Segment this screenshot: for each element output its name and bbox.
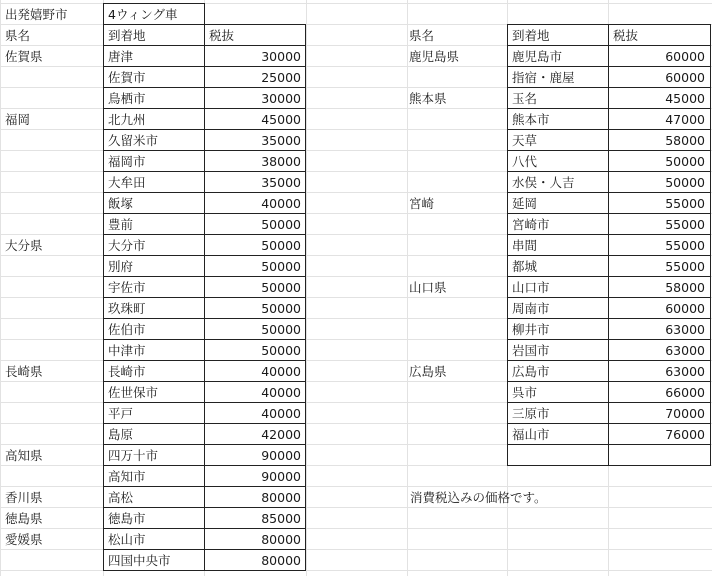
price-cell[interactable]: 60000 — [665, 70, 705, 85]
price-cell[interactable]: 55000 — [665, 196, 705, 211]
origin-cell[interactable]: 出発嬉野市 — [5, 7, 68, 22]
price-cell[interactable]: 35000 — [261, 175, 301, 190]
prefecture-cell[interactable] — [405, 298, 505, 319]
destination-cell[interactable]: 串間 — [512, 238, 538, 253]
prefecture-cell[interactable]: 高知県 — [5, 448, 43, 463]
prefecture-cell[interactable] — [405, 382, 505, 403]
price-cell[interactable]: 55000 — [665, 238, 705, 253]
prefecture-cell[interactable] — [405, 214, 505, 235]
destination-cell[interactable]: 唐津 — [108, 49, 134, 64]
prefecture-cell[interactable] — [405, 256, 505, 277]
destination-cell[interactable] — [508, 445, 608, 466]
price-cell[interactable]: 60000 — [665, 49, 705, 64]
prefecture-cell[interactable]: 徳島県 — [5, 511, 43, 526]
price-cell[interactable]: 45000 — [261, 112, 301, 127]
destination-cell[interactable]: 都城 — [512, 259, 538, 274]
price-cell[interactable]: 30000 — [261, 49, 301, 64]
destination-cell[interactable]: 豊前 — [108, 217, 134, 232]
destination-cell[interactable]: 山口市 — [512, 280, 550, 295]
prefecture-cell[interactable]: 香川県 — [5, 490, 43, 505]
prefecture-cell[interactable] — [1, 319, 101, 340]
destination-cell[interactable]: 徳島市 — [108, 511, 146, 526]
destination-cell[interactable]: 周南市 — [512, 301, 550, 316]
price-cell[interactable]: 85000 — [261, 511, 301, 526]
price-cell[interactable]: 25000 — [261, 70, 301, 85]
destination-cell[interactable]: 延岡 — [512, 196, 538, 211]
destination-cell[interactable]: 佐世保市 — [108, 385, 159, 400]
price-cell[interactable] — [609, 445, 709, 466]
prefecture-cell[interactable] — [1, 130, 101, 151]
prefecture-cell[interactable] — [405, 403, 505, 424]
tax-note[interactable]: 消費税込みの価格です。 — [410, 490, 547, 505]
destination-cell[interactable]: 宮崎市 — [512, 217, 550, 232]
price-cell[interactable]: 80000 — [261, 490, 301, 505]
price-cell[interactable]: 40000 — [261, 196, 301, 211]
prefecture-cell[interactable]: 熊本県 — [409, 91, 447, 106]
destination-cell[interactable]: 久留米市 — [108, 133, 159, 148]
destination-cell[interactable]: 佐賀市 — [108, 70, 146, 85]
destination-cell[interactable]: 島原 — [108, 427, 134, 442]
prefecture-cell[interactable]: 愛媛県 — [5, 532, 43, 547]
header-destination[interactable]: 到着地 — [108, 28, 146, 43]
prefecture-cell[interactable] — [1, 466, 101, 487]
price-cell[interactable]: 40000 — [261, 364, 301, 379]
destination-cell[interactable]: 平戸 — [108, 406, 134, 421]
prefecture-cell[interactable] — [1, 256, 101, 277]
destination-cell[interactable]: 福岡市 — [108, 154, 146, 169]
header-price[interactable]: 税抜 — [209, 28, 235, 43]
prefecture-cell[interactable] — [405, 172, 505, 193]
prefecture-cell[interactable] — [1, 277, 101, 298]
price-cell[interactable]: 63000 — [665, 322, 705, 337]
price-cell[interactable]: 50000 — [665, 154, 705, 169]
price-cell[interactable]: 90000 — [261, 469, 301, 484]
prefecture-cell[interactable] — [405, 445, 505, 466]
destination-cell[interactable]: 天草 — [512, 133, 538, 148]
prefecture-cell[interactable] — [1, 424, 101, 445]
price-cell[interactable]: 50000 — [261, 217, 301, 232]
destination-cell[interactable]: 中津市 — [108, 343, 146, 358]
price-cell[interactable]: 50000 — [261, 238, 301, 253]
prefecture-cell[interactable] — [1, 67, 101, 88]
prefecture-cell[interactable]: 広島県 — [409, 364, 447, 379]
price-cell[interactable]: 40000 — [261, 406, 301, 421]
header-destination[interactable]: 到着地 — [512, 28, 550, 43]
prefecture-cell[interactable]: 大分県 — [5, 238, 43, 253]
price-cell[interactable]: 66000 — [665, 385, 705, 400]
destination-cell[interactable]: 岩国市 — [512, 343, 550, 358]
destination-cell[interactable]: 北九州 — [108, 112, 146, 127]
destination-cell[interactable]: 宇佐市 — [108, 280, 146, 295]
destination-cell[interactable]: 広島市 — [512, 364, 550, 379]
destination-cell[interactable]: 別府 — [108, 259, 134, 274]
prefecture-cell[interactable] — [1, 193, 101, 214]
prefecture-cell[interactable] — [1, 550, 101, 571]
prefecture-cell[interactable] — [1, 172, 101, 193]
price-cell[interactable]: 30000 — [261, 91, 301, 106]
destination-cell[interactable]: 玉名 — [512, 91, 538, 106]
price-cell[interactable]: 55000 — [665, 217, 705, 232]
prefecture-cell[interactable]: 長崎県 — [5, 364, 43, 379]
destination-cell[interactable]: 熊本市 — [512, 112, 550, 127]
destination-cell[interactable]: 鹿児島市 — [512, 49, 563, 64]
destination-cell[interactable]: 福山市 — [512, 427, 550, 442]
prefecture-cell[interactable] — [405, 235, 505, 256]
prefecture-cell[interactable] — [405, 424, 505, 445]
header-prefecture[interactable]: 県名 — [5, 28, 31, 43]
price-cell[interactable]: 90000 — [261, 448, 301, 463]
price-cell[interactable]: 50000 — [261, 322, 301, 337]
destination-cell[interactable]: 高松 — [108, 490, 134, 505]
prefecture-cell[interactable]: 鹿児島県 — [409, 49, 460, 64]
price-cell[interactable]: 35000 — [261, 133, 301, 148]
price-cell[interactable]: 58000 — [665, 280, 705, 295]
price-cell[interactable]: 50000 — [261, 259, 301, 274]
destination-cell[interactable]: 大分市 — [108, 238, 146, 253]
price-cell[interactable]: 50000 — [261, 343, 301, 358]
prefecture-cell[interactable]: 山口県 — [409, 280, 447, 295]
destination-cell[interactable]: 指宿・鹿屋 — [512, 70, 575, 85]
price-cell[interactable]: 60000 — [665, 301, 705, 316]
prefecture-cell[interactable] — [1, 403, 101, 424]
prefecture-cell[interactable] — [405, 67, 505, 88]
price-cell[interactable]: 38000 — [261, 154, 301, 169]
prefecture-cell[interactable] — [1, 214, 101, 235]
destination-cell[interactable]: 松山市 — [108, 532, 146, 547]
price-cell[interactable]: 45000 — [665, 91, 705, 106]
prefecture-cell[interactable]: 福岡 — [5, 112, 31, 127]
prefecture-cell[interactable] — [1, 382, 101, 403]
destination-cell[interactable]: 四万十市 — [108, 448, 159, 463]
destination-cell[interactable]: 柳井市 — [512, 322, 550, 337]
destination-cell[interactable]: 大牟田 — [108, 175, 146, 190]
price-cell[interactable]: 47000 — [665, 112, 705, 127]
prefecture-cell[interactable]: 宮崎 — [409, 196, 435, 211]
price-cell[interactable]: 55000 — [665, 259, 705, 274]
price-cell[interactable]: 63000 — [665, 364, 705, 379]
price-cell[interactable]: 80000 — [261, 532, 301, 547]
prefecture-cell[interactable] — [405, 130, 505, 151]
prefecture-cell[interactable] — [1, 340, 101, 361]
prefecture-cell[interactable] — [1, 151, 101, 172]
border-right — [710, 24, 711, 465]
prefecture-cell[interactable] — [405, 151, 505, 172]
destination-cell[interactable]: 飯塚 — [108, 196, 134, 211]
price-cell[interactable]: 58000 — [665, 133, 705, 148]
price-cell[interactable]: 50000 — [261, 280, 301, 295]
price-cell[interactable]: 50000 — [665, 175, 705, 190]
prefecture-cell[interactable]: 佐賀県 — [5, 49, 43, 64]
vehicle-cell[interactable]: 4ウィング車 — [108, 7, 178, 22]
prefecture-cell[interactable] — [405, 319, 505, 340]
header-price[interactable]: 税抜 — [613, 28, 639, 43]
header-prefecture[interactable]: 県名 — [409, 28, 435, 43]
destination-cell[interactable]: 八代 — [512, 154, 538, 169]
prefecture-cell[interactable] — [405, 340, 505, 361]
destination-cell[interactable]: 鳥栖市 — [108, 91, 146, 106]
price-cell[interactable]: 50000 — [261, 301, 301, 316]
destination-cell[interactable]: 佐伯市 — [108, 322, 146, 337]
destination-cell[interactable]: 四国中央市 — [108, 553, 171, 568]
prefecture-cell[interactable] — [405, 109, 505, 130]
destination-cell[interactable]: 長崎市 — [108, 364, 146, 379]
price-cell[interactable]: 63000 — [665, 343, 705, 358]
price-cell[interactable]: 80000 — [261, 553, 301, 568]
destination-cell[interactable]: 水俣・人吉 — [512, 175, 575, 190]
destination-cell[interactable]: 高知市 — [108, 469, 146, 484]
price-cell[interactable]: 70000 — [665, 406, 705, 421]
destination-cell[interactable]: 三原市 — [512, 406, 550, 421]
price-cell[interactable]: 76000 — [665, 427, 705, 442]
destination-cell[interactable]: 玖珠町 — [108, 301, 146, 316]
prefecture-cell[interactable] — [1, 298, 101, 319]
price-cell[interactable]: 40000 — [261, 385, 301, 400]
destination-cell[interactable]: 呉市 — [512, 385, 538, 400]
gridline-col — [306, 0, 307, 576]
price-cell[interactable]: 42000 — [261, 427, 301, 442]
prefecture-cell[interactable] — [1, 88, 101, 109]
